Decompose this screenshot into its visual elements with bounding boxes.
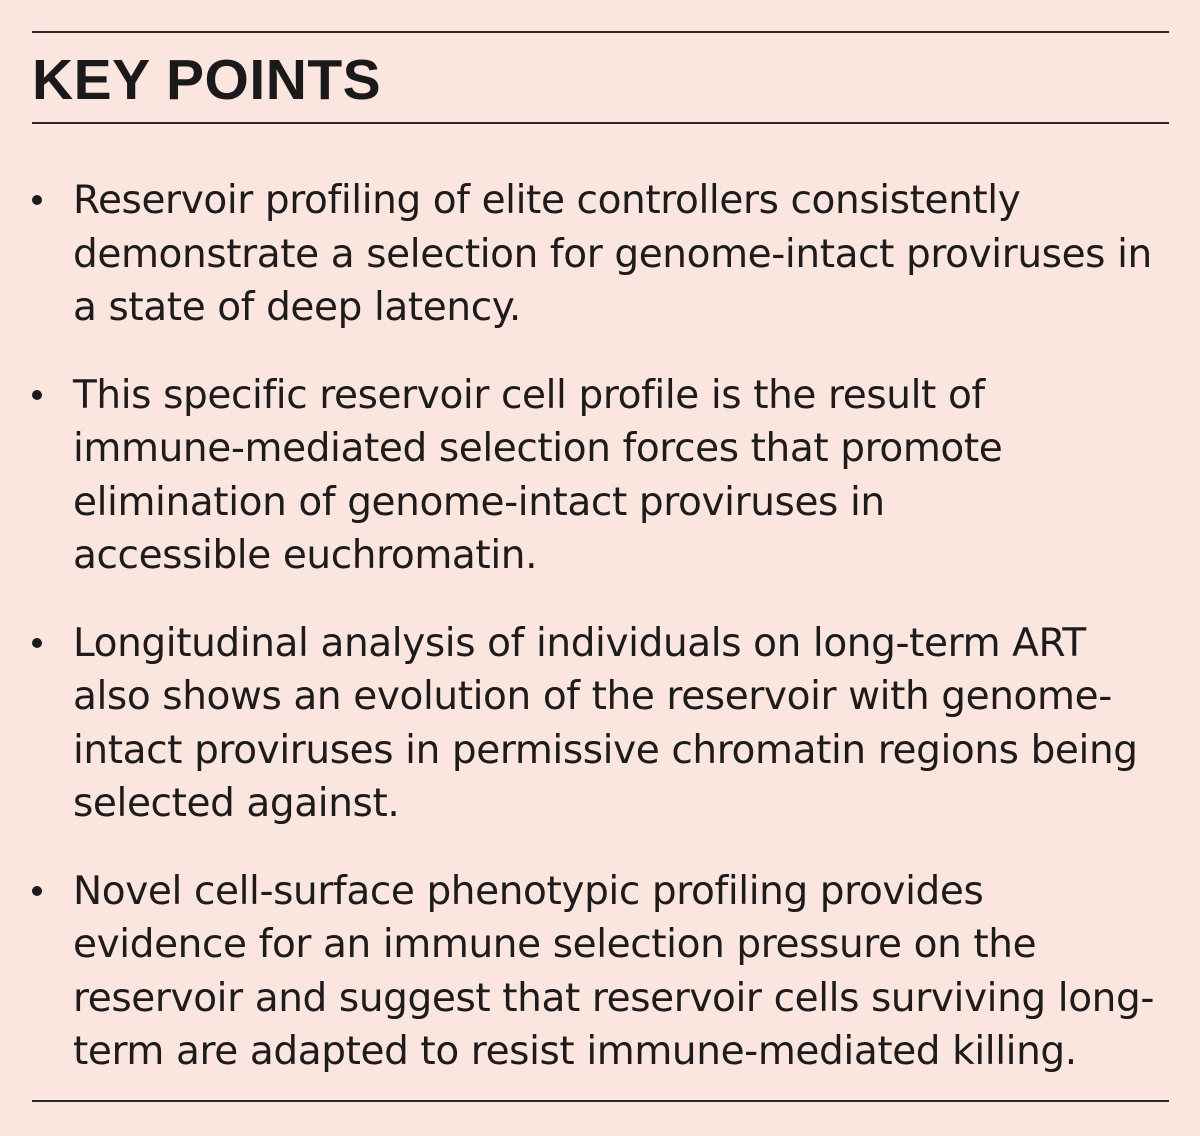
bottom-rule bbox=[32, 1100, 1169, 1102]
key-point-line: also shows an evolution of the reservoir with genome- bbox=[73, 674, 1112, 719]
key-point bbox=[32, 369, 1169, 583]
heading-rule bbox=[32, 122, 1169, 124]
key-point-line: elimination of genome-intact proviruses in bbox=[73, 479, 885, 525]
bullet-icon bbox=[32, 886, 42, 896]
top-rule bbox=[32, 31, 1169, 33]
page-title: KEY POINTS bbox=[32, 48, 382, 112]
bullet-icon bbox=[32, 390, 42, 400]
key-point-line: reservoir and suggest that reservoir cells surviving long- bbox=[73, 975, 1155, 1021]
key-point-line: Novel cell-surface phenotypic profiling provides bbox=[73, 868, 984, 914]
bullet-icon bbox=[32, 638, 42, 648]
key-point bbox=[32, 174, 1169, 335]
key-point-line: demonstrate a selection for genome-intact proviruses in bbox=[73, 231, 1152, 277]
key-point-line: This specific reservoir cell profile is the result of bbox=[73, 372, 985, 418]
key-point-line: intact proviruses in permissive chromatin regions being bbox=[73, 727, 1138, 773]
key-point-line: Longitudinal analysis of individuals on long-term ART bbox=[73, 620, 1086, 666]
key-point-line: Reservoir profiling of elite controllers consistently bbox=[73, 178, 1021, 223]
key-points-list bbox=[32, 174, 1169, 1113]
key-point-line: evidence for an immune selection pressure on the bbox=[73, 922, 1037, 967]
key-point-line: term are adapted to resist immune-mediated killing. bbox=[73, 1029, 1077, 1074]
key-point bbox=[32, 865, 1169, 1079]
key-point-line: accessible euchromatin. bbox=[73, 533, 538, 578]
bullet-icon bbox=[32, 195, 42, 205]
key-point-line: immune-mediated selection forces that promote bbox=[73, 426, 1003, 471]
key-point bbox=[32, 617, 1169, 831]
key-point-line: selected against. bbox=[73, 781, 400, 826]
key-point-line: a state of deep latency. bbox=[73, 285, 521, 330]
